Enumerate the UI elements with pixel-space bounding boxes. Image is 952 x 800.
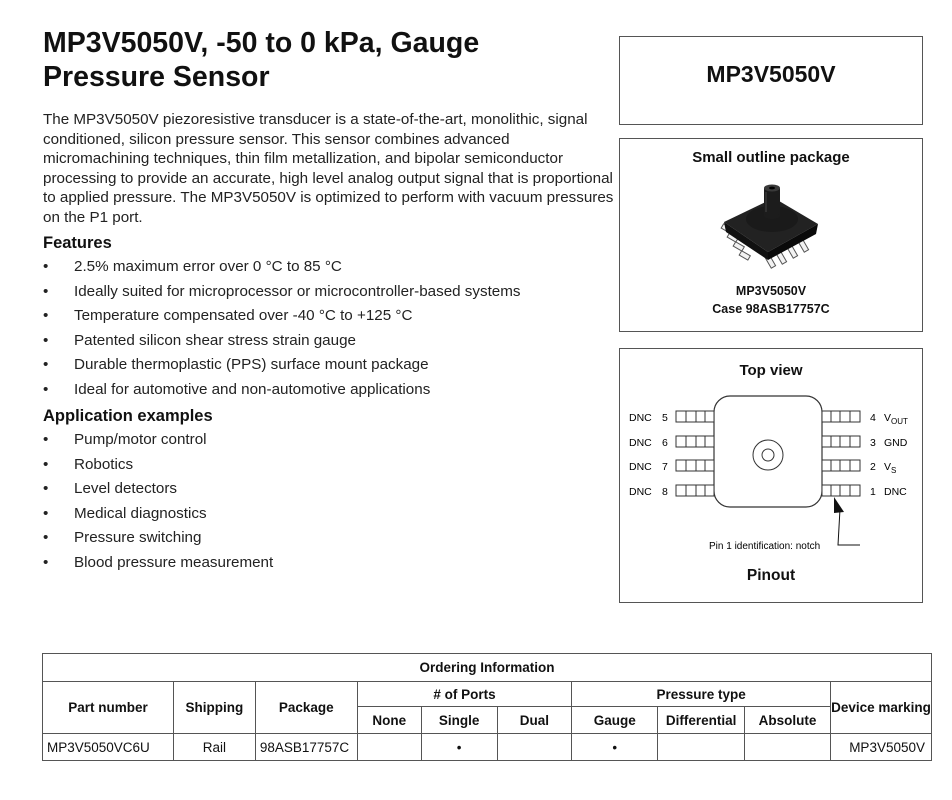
lead — [676, 436, 714, 447]
pin-number: 8 — [662, 486, 668, 498]
package-caption: Small outline package — [692, 149, 850, 166]
cell-ports-dual — [497, 734, 572, 761]
col-shipping: Shipping — [173, 682, 255, 734]
cell-ports-single: • — [421, 734, 497, 761]
pin-label: DNC — [884, 486, 907, 498]
bullet-icon: • — [43, 258, 49, 275]
pin-number: 5 — [662, 412, 668, 424]
ordering-table — [42, 653, 932, 761]
cell-absolute — [745, 734, 831, 761]
list-item: • 2.5% maximum error over 0 °C to 85 °C — [43, 258, 342, 275]
pin-label: $V_{OUT}$ — [884, 412, 908, 426]
applications-list — [43, 431, 613, 578]
col-part-number: Part number — [43, 682, 174, 734]
bullet-icon: • — [43, 356, 49, 373]
cell-device-marking: MP3V5050V — [831, 734, 932, 761]
list-item: • Pressure switching — [43, 529, 202, 546]
pinout-footer: Pinout — [746, 567, 796, 584]
lead — [676, 411, 714, 422]
pin-number: 3 — [870, 437, 876, 449]
port-inner-ring — [762, 449, 774, 461]
cell-gauge: • — [572, 734, 658, 761]
table-row — [43, 734, 932, 761]
ordering-title: Ordering Information — [43, 654, 932, 682]
list-item: • Robotics — [43, 455, 134, 473]
cell-differential — [658, 734, 745, 761]
lead — [822, 411, 860, 422]
pinout-diagram — [620, 349, 922, 602]
part-number-box — [619, 36, 923, 125]
bullet-icon: • — [43, 380, 49, 398]
notch-arrowhead — [834, 497, 844, 513]
lead — [822, 436, 860, 447]
pin-label: DNC — [629, 486, 652, 498]
features-heading: Features — [43, 234, 112, 252]
col-device-marking: Device marking — [831, 682, 932, 734]
bullet-icon: • — [43, 529, 49, 546]
list-item: • Durable thermoplastic (PPS) surface mount package — [43, 356, 429, 373]
package-case-number: Case 98ASB17757C — [712, 302, 830, 316]
package-box — [619, 138, 923, 332]
cell-package: 98ASB17757C — [255, 734, 357, 761]
right-leads — [822, 411, 860, 496]
bullet-icon: • — [43, 431, 49, 448]
col-package: Package — [255, 682, 357, 734]
pin-label: DNC — [629, 461, 652, 473]
pin-number: 7 — [662, 461, 668, 473]
package-part-number: MP3V5050V — [735, 284, 807, 298]
pin-number: 4 — [870, 412, 876, 424]
list-item: • Temperature compensated over -40 °C to +125 °C — [43, 307, 413, 324]
applications-heading: Application examples — [43, 407, 213, 425]
bullet-icon: • — [43, 282, 49, 300]
list-item: • Blood pressure measurement — [43, 553, 274, 571]
pin-label: DNC — [629, 437, 652, 449]
list-item: • Ideal for automotive and non-automotive applications — [43, 380, 431, 398]
col-ports-single: Single — [421, 707, 497, 734]
bullet-icon: • — [43, 504, 49, 522]
list-item: • Level detectors — [43, 480, 177, 497]
page-title: MP3V5050V, -50 to 0 kPa, Gauge Pressure Sensor — [43, 27, 480, 93]
cell-ports-none — [357, 734, 421, 761]
col-differential: Differential — [658, 707, 745, 734]
bullet-icon: • — [43, 553, 49, 571]
cell-part-number: MP3V5050VC6U — [43, 734, 174, 761]
col-ports-dual: Dual — [497, 707, 572, 734]
col-gauge: Gauge — [572, 707, 658, 734]
notch-note: Pin 1 identification: notch — [709, 541, 821, 552]
pin-label: DNC — [629, 412, 652, 424]
lead — [822, 460, 860, 471]
package-illustration — [716, 182, 826, 274]
col-absolute: Absolute — [745, 707, 831, 734]
bullet-icon: • — [43, 480, 49, 497]
pinout-caption: Top view — [739, 362, 803, 379]
pin-number: 2 — [870, 461, 876, 473]
cell-shipping: Rail — [173, 734, 255, 761]
intro-paragraph: The MP3V5050V piezoresistive transducer is a state-of-the-art, monolithic, signal conditioned, silicon pressure sensor. This sensor combines advanced micromachining techniques, thin film metallization, and bipolar semiconductor processing to provide an accurate, high level analog output signal that is proportional to applied pressure. The MP3V5050V is optimized to perform with vacuum pressures on the P1 port. — [43, 111, 614, 226]
lead — [676, 460, 714, 471]
left-leads — [676, 411, 714, 496]
pinout-box — [619, 348, 923, 603]
list-item: • Medical diagnostics — [43, 504, 207, 522]
pin-number: 6 — [662, 437, 668, 449]
lead — [676, 485, 714, 496]
col-pressure-type: Pressure type — [572, 682, 831, 707]
list-item: • Patented silicon shear stress strain gauge — [43, 331, 356, 349]
bullet-icon: • — [43, 331, 49, 349]
pin-number: 1 — [870, 486, 876, 498]
notch-leader-line — [838, 509, 860, 545]
list-item: • Ideally suited for microprocessor or microcontroller-based systems — [43, 282, 521, 300]
col-ports: # of Ports — [357, 682, 572, 707]
part-number-label: MP3V5050V — [706, 61, 836, 87]
pin-label: GND — [884, 437, 908, 449]
list-item: • Pump/motor control — [43, 431, 207, 448]
lead — [822, 485, 860, 496]
features-list — [43, 258, 613, 405]
pin-label: $V_S$ — [884, 461, 897, 475]
bullet-icon: • — [43, 307, 49, 324]
bullet-icon: • — [43, 455, 49, 473]
col-ports-none: None — [357, 707, 421, 734]
